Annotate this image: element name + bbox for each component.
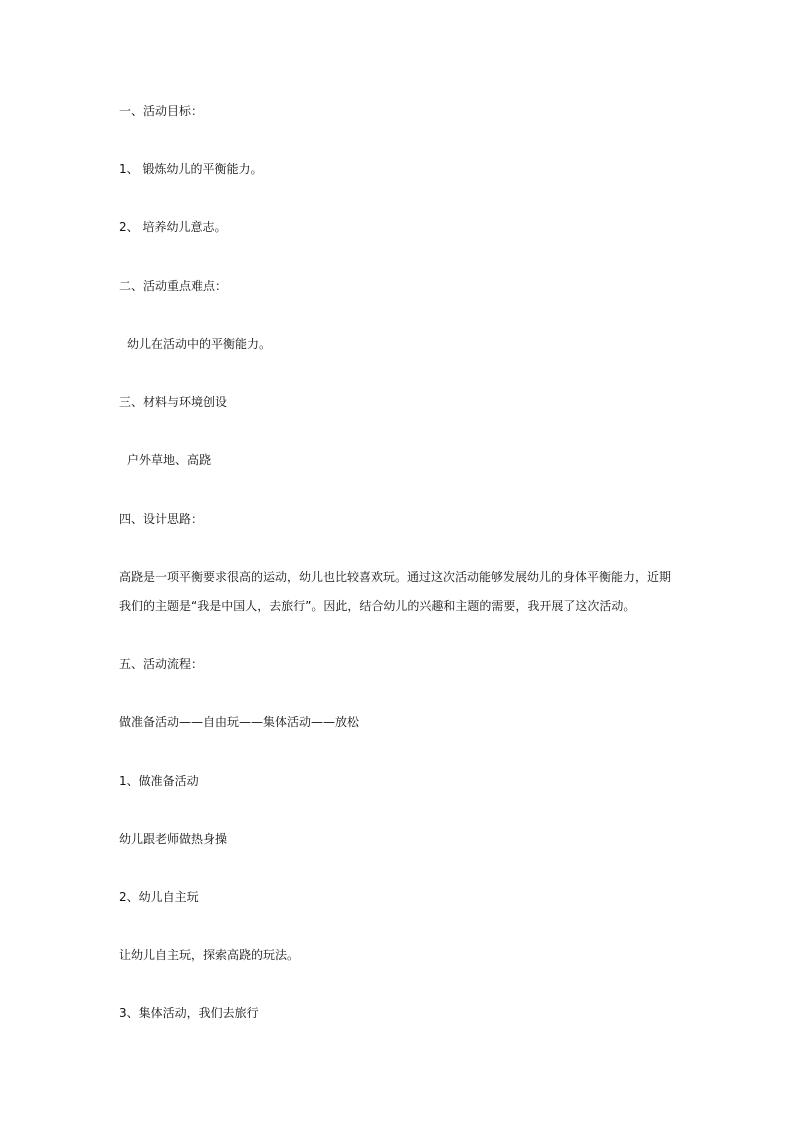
goal-item-2: 2、 培养幼儿意志。 xyxy=(119,220,227,234)
section-heading-design: 四、设计思路： xyxy=(119,512,204,526)
design-paragraph-line-1: 高跷是一项平衡要求很高的运动，幼儿也比较喜欢玩。通过这次活动能够发展幼儿的身体平衡能力，近期 xyxy=(119,570,672,584)
design-paragraph-line-2: 我们的主题是“我是中国人，去旅行”。因此，结合幼儿的兴趣和主题的需要，我开展了这次活动。 xyxy=(119,599,636,613)
process-step-1: 1、做准备活动 xyxy=(119,774,199,788)
section-heading-materials: 三、材料与环境创设 xyxy=(119,395,228,409)
process-step-1-detail: 幼儿跟老师做热身操 xyxy=(119,832,228,846)
section-heading-key-points: 二、活动重点难点： xyxy=(119,279,228,293)
process-step-2: 2、幼儿自主玩 xyxy=(119,890,199,904)
process-summary: 做准备活动——自由玩——集体活动——放松 xyxy=(119,715,360,729)
process-step-2-detail: 让幼儿自主玩，探索高跷的玩法。 xyxy=(119,948,300,962)
section-heading-process: 五、活动流程： xyxy=(119,657,204,671)
goal-item-1: 1、 锻炼幼儿的平衡能力。 xyxy=(119,162,263,176)
key-point-text: 幼儿在活动中的平衡能力。 xyxy=(127,337,272,351)
materials-text: 户外草地、高跷 xyxy=(127,453,212,467)
process-step-3: 3、集体活动，我们去旅行 xyxy=(119,1006,259,1020)
section-heading-goals: 一、活动目标： xyxy=(119,104,204,118)
